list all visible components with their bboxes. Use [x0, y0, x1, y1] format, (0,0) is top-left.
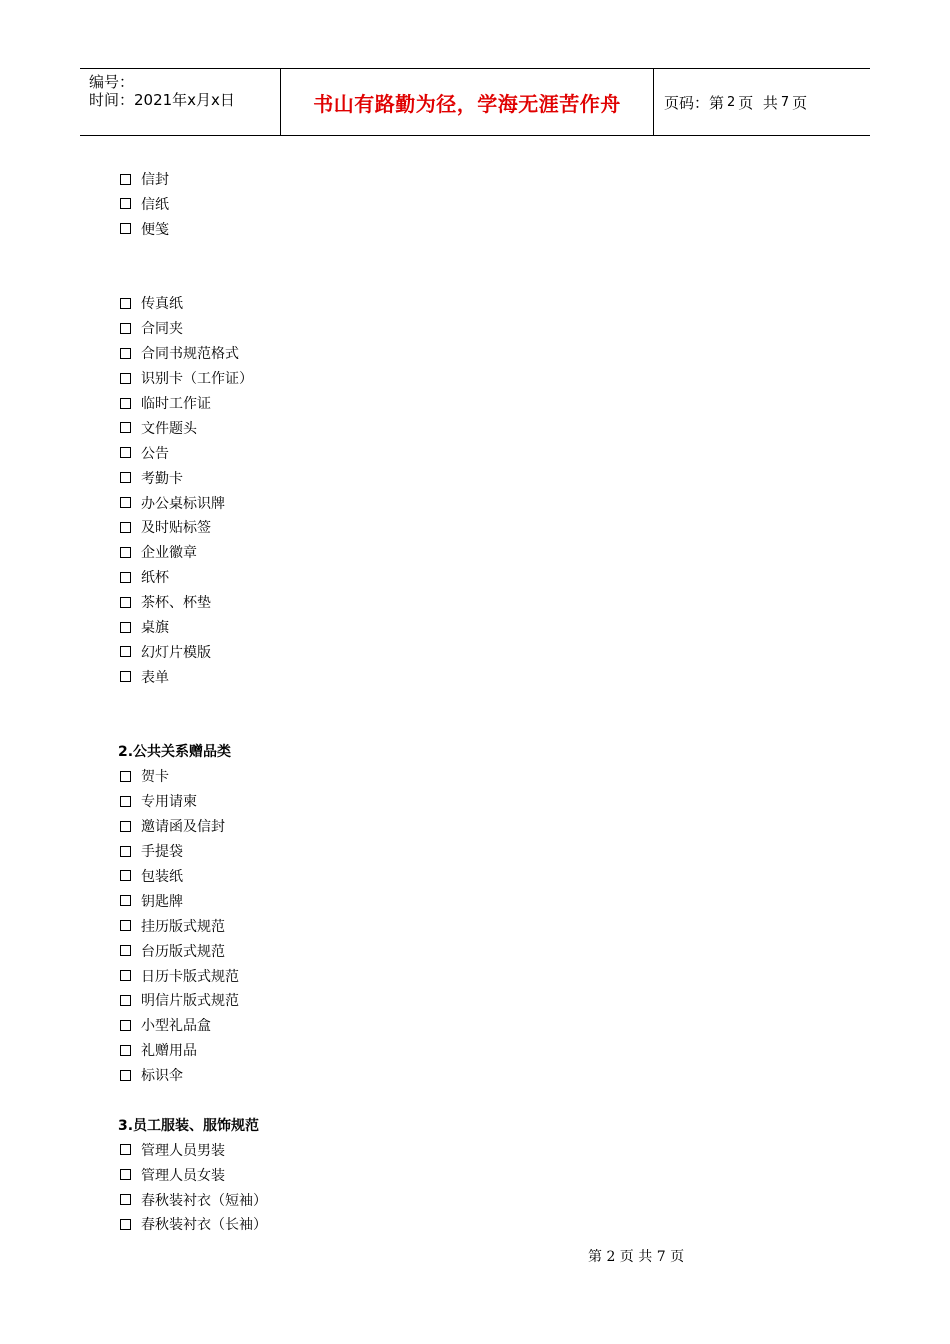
checkbox-icon [120, 846, 131, 857]
checklist-item [118, 168, 718, 193]
checklist-item [118, 616, 718, 641]
header-motto: 书山有路勤为径，学海无涯苦作舟 [281, 69, 654, 135]
checkbox-icon [120, 547, 131, 558]
checklist-item [118, 1139, 718, 1164]
checklist-item-label: 幻灯片模版 [141, 644, 211, 661]
checkbox-icon [120, 646, 131, 657]
checkbox-icon [120, 422, 131, 433]
checkbox-icon [120, 348, 131, 359]
checkbox-icon [120, 1144, 131, 1155]
checkbox-icon [120, 945, 131, 956]
checklist-item-label: 礼赠用品 [141, 1043, 197, 1060]
checklist-item [118, 367, 718, 392]
checkbox-icon [120, 323, 131, 334]
checkbox-icon [120, 572, 131, 583]
checklist-item [118, 342, 718, 367]
checklist-item [118, 442, 718, 467]
checkbox-icon [120, 1045, 131, 1056]
checkbox-icon [120, 447, 131, 458]
checklist-item-label: 管理人员男装 [141, 1142, 225, 1159]
checkbox-icon [120, 671, 131, 682]
checklist-item [118, 417, 718, 442]
checklist-item-label: 企业徽章 [141, 545, 197, 562]
checklist-group-gifts [118, 765, 718, 1089]
checklist-item-label: 手提袋 [141, 844, 183, 861]
checkbox-icon [120, 895, 131, 906]
checkbox-icon [120, 796, 131, 807]
checkbox-icon [120, 821, 131, 832]
checkbox-icon [120, 373, 131, 384]
checklist-item-label: 台历版式规范 [141, 943, 225, 960]
checklist-item-label: 茶杯、杯垫 [141, 595, 211, 612]
checkbox-icon [120, 298, 131, 309]
checklist-item-label: 公告 [141, 445, 169, 462]
checkbox-icon [120, 597, 131, 608]
checkbox-icon [120, 1070, 131, 1081]
checklist-item-label: 及时贴标签 [141, 520, 211, 537]
checkbox-icon [120, 622, 131, 633]
checklist-item [118, 641, 718, 666]
checklist-item-label: 邀请函及信封 [141, 819, 225, 836]
checklist-item [118, 989, 718, 1014]
checklist-item-label: 日历卡版式规范 [141, 968, 239, 985]
checklist-item [118, 591, 718, 616]
checklist-item-label: 文件题头 [141, 420, 197, 437]
checklist-item-label: 识别卡（工作证） [141, 371, 253, 388]
checklist-group-office [118, 292, 718, 690]
document-number-label: 编号： [89, 73, 135, 91]
checklist-item [118, 193, 718, 218]
page-suffix: 页 [792, 93, 808, 112]
checklist-item-label: 信纸 [141, 196, 169, 213]
checkbox-icon [120, 970, 131, 981]
checklist-item [118, 940, 718, 965]
checklist-item [118, 890, 718, 915]
checkbox-icon [120, 497, 131, 508]
checkbox-icon [120, 771, 131, 782]
section-heading-uniforms: 3.员工服装、服饰规范 [118, 1117, 260, 1134]
checklist-item-label: 挂历版式规范 [141, 918, 225, 935]
page-current: 2 [727, 94, 736, 110]
checkbox-icon [120, 1219, 131, 1230]
checklist-item-label: 办公桌标识牌 [141, 495, 225, 512]
checklist-item [118, 1039, 718, 1064]
checklist-item-label: 包装纸 [141, 868, 183, 885]
checklist-item-label: 表单 [141, 669, 169, 686]
checklist-item-label: 传真纸 [141, 296, 183, 313]
checklist-item [118, 292, 718, 317]
checklist-item [118, 915, 718, 940]
page-prefix: 页码：第 [664, 93, 725, 112]
document-header [80, 68, 870, 136]
checkbox-icon [120, 1194, 131, 1205]
checklist-item-label: 钥匙牌 [141, 893, 183, 910]
checklist-group-stationery [118, 168, 718, 243]
header-page-info [654, 69, 870, 135]
checklist-item-label: 合同夹 [141, 321, 183, 338]
checklist-item [118, 666, 718, 691]
checklist-item [118, 1213, 718, 1238]
page-total: 7 [780, 94, 790, 110]
checklist-item [118, 865, 718, 890]
checklist-item [118, 1064, 718, 1089]
checklist-item-label: 桌旗 [141, 620, 169, 637]
checklist-item-label: 临时工作证 [141, 396, 211, 413]
checklist-item-label: 合同书规范格式 [141, 346, 239, 363]
checklist-item-label: 春秋装衬衣（长袖） [141, 1217, 267, 1234]
page-mid: 页 共 [738, 93, 778, 112]
document-body [118, 168, 718, 1238]
checklist-item-label: 春秋装衬衣（短袖） [141, 1192, 267, 1209]
checklist-item [118, 566, 718, 591]
checklist-item-label: 考勤卡 [141, 470, 183, 487]
checklist-item [118, 218, 718, 243]
checkbox-icon [120, 398, 131, 409]
checklist-item [118, 815, 718, 840]
checklist-item [118, 467, 718, 492]
checklist-item [118, 1164, 718, 1189]
checklist-item [118, 965, 718, 990]
checklist-item [118, 541, 718, 566]
checklist-item-label: 纸杯 [141, 570, 169, 587]
header-meta [80, 69, 281, 135]
checklist-item-label: 信封 [141, 172, 169, 188]
page-footer: 第 2 页 共 7 页 [588, 1249, 685, 1265]
checklist-item-label: 小型礼品盒 [141, 1018, 211, 1035]
checklist-item [118, 1189, 718, 1214]
checklist-item-label: 贺卡 [141, 769, 169, 786]
section-heading-gifts: 2.公共关系赠品类 [118, 744, 232, 761]
checklist-item-label: 便笺 [141, 221, 169, 238]
document-date: 时间：2021年x月x日 [89, 91, 235, 109]
checklist-item [118, 516, 718, 541]
checklist-item [118, 492, 718, 517]
checklist-item [118, 790, 718, 815]
checkbox-icon [120, 223, 131, 234]
checklist-item-label: 明信片版式规范 [141, 993, 239, 1010]
checklist-group-uniforms [118, 1139, 718, 1239]
checkbox-icon [120, 870, 131, 881]
checklist-item-label: 管理人员女装 [141, 1167, 225, 1184]
checkbox-icon [120, 522, 131, 533]
checkbox-icon [120, 198, 131, 209]
checklist-item [118, 840, 718, 865]
checklist-item-label: 标识伞 [141, 1068, 183, 1085]
checklist-item [118, 317, 718, 342]
checklist-item-label: 专用请柬 [141, 794, 197, 811]
checkbox-icon [120, 920, 131, 931]
checkbox-icon [120, 174, 131, 185]
checklist-item [118, 392, 718, 417]
checkbox-icon [120, 995, 131, 1006]
checklist-item [118, 765, 718, 790]
checklist-item [118, 1014, 718, 1039]
checkbox-icon [120, 472, 131, 483]
checkbox-icon [120, 1020, 131, 1031]
checkbox-icon [120, 1169, 131, 1180]
